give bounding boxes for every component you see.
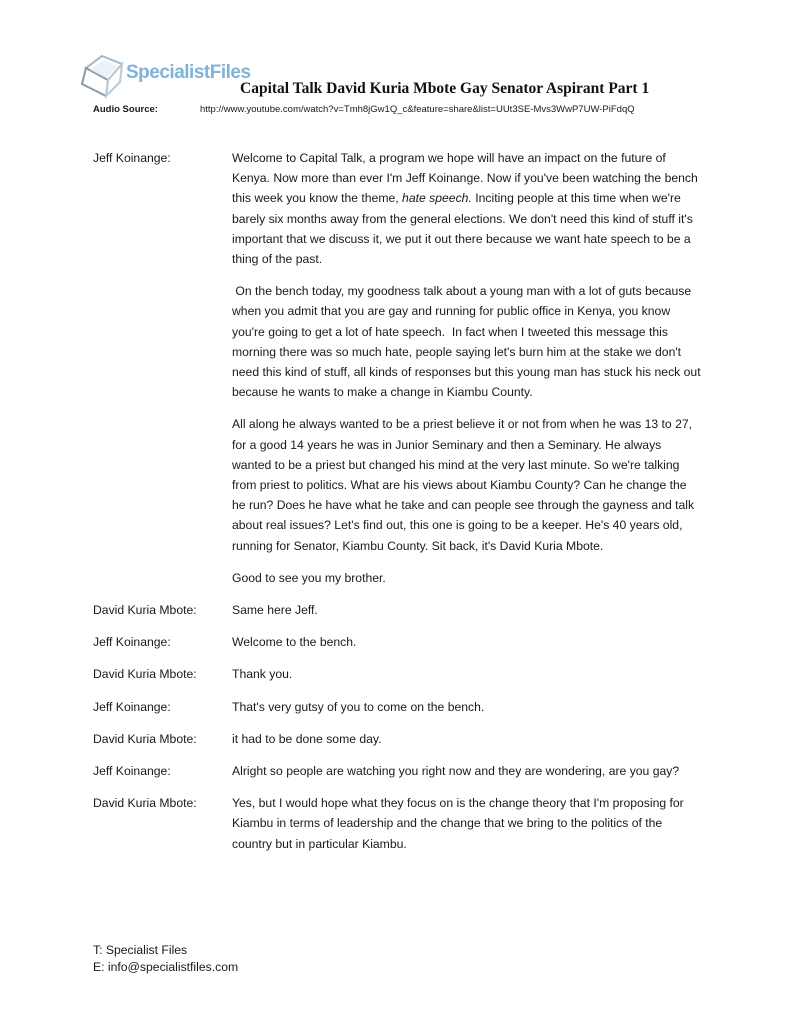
transcript-turn: [93, 600, 703, 620]
turn-body: [232, 632, 702, 652]
turn-paragraph: Thank you.: [232, 667, 293, 682]
transcript-turn: [93, 632, 703, 652]
turn-paragraph: Good to see you my brother.: [232, 570, 386, 585]
turn-body: [232, 697, 702, 717]
turn-paragraph: Yes, but I would hope what they focus on is the change theory that I'm proposing for Kiambu in terms of leadership and the change that we bring to the politics of the country but in particular Kiambu.: [232, 796, 684, 851]
turn-body: [232, 793, 702, 854]
logo-cube-icon: [78, 50, 128, 98]
transcript-turn: [93, 729, 703, 749]
specialist-files-logo: [78, 50, 251, 98]
transcript-turn: [93, 148, 703, 588]
document-footer: [93, 942, 238, 976]
turn-paragraph: Same here Jeff.: [232, 603, 318, 618]
turn-body: [232, 664, 702, 684]
speaker-name: Jeff Koinange:: [93, 635, 171, 650]
footer-phone-line: T: Specialist Files: [93, 943, 188, 957]
speaker-name: David Kuria Mbote:: [93, 731, 197, 746]
turn-paragraph: Alright so people are watching you right now and they are wondering, are you gay?: [232, 764, 680, 779]
document-header: [0, 0, 791, 130]
turn-paragraph: On the bench today, my goodness talk about a young man with a lot of guts because when you admit that you are gay and running for public office in Kenya, you know you're going to get a lot of hate speech. In fact when I tweeted this message this morning there was so much hate, people saying let's burn him at the stake we don't need this kind of stuff, all kinds of responses but this young man has stuck his neck out because he wants to make a change in Kiambu County.: [232, 284, 704, 400]
speaker-name: Jeff Koinange:: [93, 699, 171, 714]
turn-paragraph: Welcome to the bench.: [232, 635, 357, 650]
transcript-turn: [93, 761, 703, 781]
transcript-turn: [93, 793, 703, 854]
document-title: Capital Talk David Kuria Mbote Gay Senator Aspirant Part 1: [240, 80, 650, 97]
logo-wordmark: SpecialistFiles: [126, 62, 251, 83]
turn-paragraph: That's very gutsy of you to come on the bench.: [232, 699, 485, 714]
emphasis-text: hate speech.: [402, 191, 472, 206]
turn-body: [232, 148, 702, 588]
paragraph-text-tail: Inciting people at this time when we're barely six months away from the general elections. We don't need this kind of stuff it's important that we discuss it, we put it out there because we want hate speech to be a thing of the past.: [232, 191, 693, 267]
turn-body: [232, 761, 702, 781]
speaker-name: Jeff Koinange:: [93, 151, 171, 165]
audio-source-link[interactable]: http://www.youtube.com/watch?v=Tmh8jGw1Q_c&feature=share&list=UUt3SE-Mvs3WwP7UW-PiFdqQ: [200, 104, 635, 115]
turn-paragraph: [232, 148, 702, 269]
transcript-turn: [93, 664, 703, 684]
turn-paragraph: it had to be done some day.: [232, 731, 382, 746]
speaker-name: Jeff Koinange:: [93, 764, 171, 779]
turn-body: [232, 729, 702, 749]
speaker-name: David Kuria Mbote:: [93, 603, 197, 618]
audio-source-label: Audio Source:: [93, 104, 158, 115]
footer-email-line[interactable]: E: info@specialistfiles.com: [93, 960, 239, 974]
transcript: [93, 148, 703, 866]
turn-body: [232, 600, 702, 620]
turn-paragraph: All along he always wanted to be a priest believe it or not from when he was 13 to 27, for a good 14 years he was in Junior Seminary and then a Seminary. He always wanted to be a priest but changed his mind at the very last minute. So we're talking from priest to politics. What are his views about Kiambu County? Can he change the he run? Does he have what he take and can people see through the gayness and talk about real issues? Let's find out, this one is going to be a keeper. He's 40 years old, running for Senator, Kiambu County. Sit back, it's David Kuria Mbote.: [232, 417, 695, 553]
speaker-name: David Kuria Mbote:: [93, 796, 197, 811]
transcript-turn: [93, 697, 703, 717]
speaker-name: David Kuria Mbote:: [93, 667, 197, 682]
paragraph-text: Welcome to Capital Talk, a program we hope will have an impact on the future of Kenya. Now more than ever I'm Jeff Koinange. Now if you've been watching the bench this week you know the theme,: [232, 151, 698, 206]
